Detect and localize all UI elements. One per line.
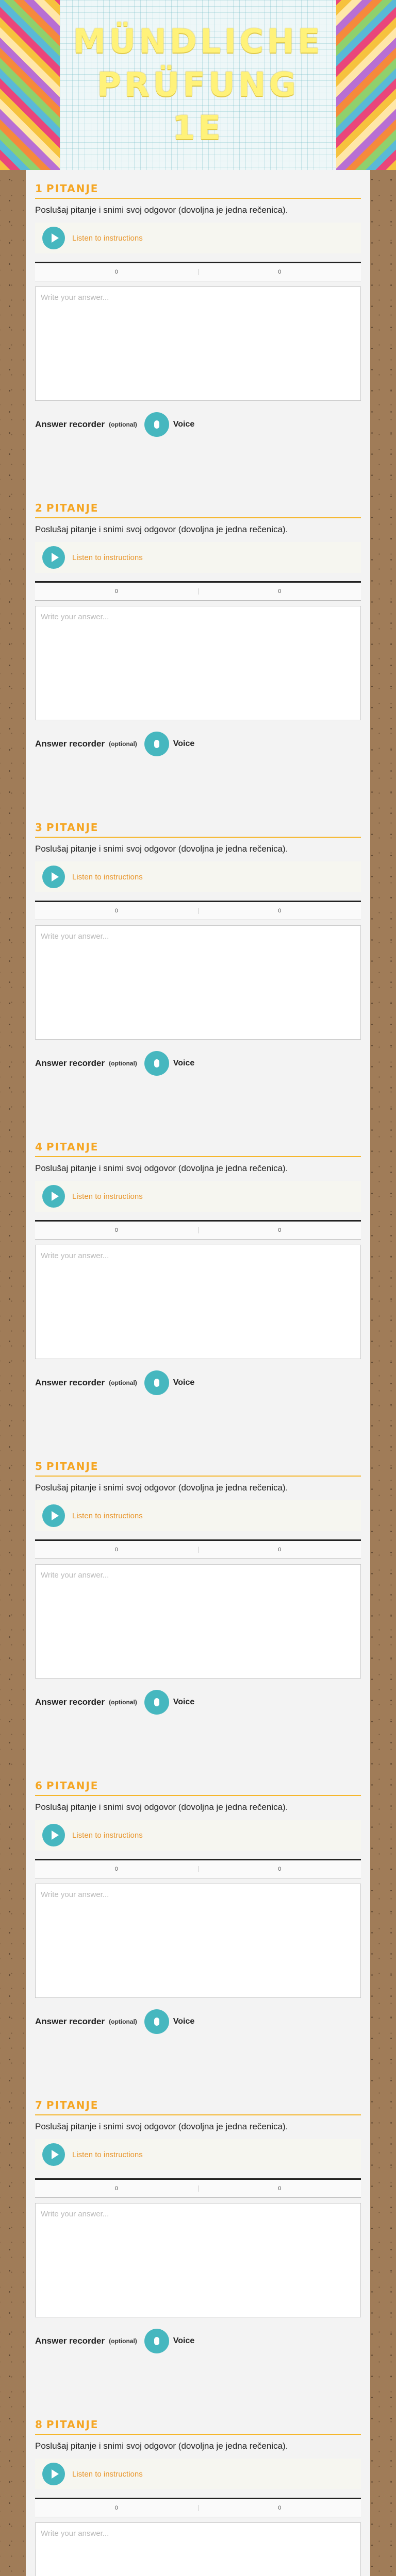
question-heading: PITANJE: [46, 2099, 99, 2111]
recorder-label: Answer recorder: [35, 1378, 105, 1387]
voice-label[interactable]: Voice: [173, 420, 195, 429]
question-instruction: Poslušaj pitanje i snimi svoj odgovor (dovoljna je jedna rečenica).: [35, 1483, 288, 1493]
voice-label[interactable]: Voice: [173, 739, 195, 748]
audio-player[interactable]: [35, 1220, 361, 1240]
question-instruction: Poslušaj pitanje i snimi svoj odgovor (dovoljna je jedna rečenica).: [35, 844, 288, 854]
answer-textarea[interactable]: [35, 925, 361, 1040]
recorder-optional: (optional): [109, 1699, 137, 1706]
answer-textarea[interactable]: [35, 1564, 361, 1679]
question-heading: PITANJE: [46, 2418, 99, 2431]
question-header: [35, 502, 361, 518]
audio-player[interactable]: [35, 581, 361, 601]
recorder-label: Answer recorder: [35, 2016, 105, 2026]
question-heading: PITANJE: [46, 182, 99, 195]
answer-textarea[interactable]: [35, 1884, 361, 1998]
answer-recorder: [35, 2329, 361, 2353]
question-number: 5: [35, 1460, 42, 1472]
listen-instructions[interactable]: [35, 1500, 361, 1531]
answer-recorder: [35, 732, 361, 756]
question-block: [35, 500, 361, 809]
recorder-optional: (optional): [109, 421, 137, 428]
player-current: 0: [35, 908, 199, 914]
microphone-icon[interactable]: [144, 732, 169, 756]
player-total: 0: [278, 588, 282, 595]
page-header: [60, 0, 336, 170]
question-header: [35, 821, 361, 838]
question-heading: PITANJE: [46, 1141, 99, 1153]
question-block: [35, 1777, 361, 2087]
microphone-icon[interactable]: [144, 2009, 169, 2034]
listen-label[interactable]: Listen to instructions: [72, 233, 143, 243]
recorder-label: Answer recorder: [35, 739, 105, 749]
player-total: 0: [278, 908, 282, 914]
question-header: [35, 2418, 361, 2435]
play-icon[interactable]: [42, 866, 65, 888]
recorder-optional: (optional): [109, 2337, 137, 2345]
recorder-optional: (optional): [109, 2018, 137, 2025]
listen-instructions[interactable]: [35, 2459, 361, 2489]
player-current: 0: [35, 269, 199, 275]
voice-label[interactable]: Voice: [173, 2017, 195, 2026]
question-header: [35, 1780, 361, 1796]
page-title: MÜNDLICHE PRÜFUNG 1E: [73, 23, 323, 147]
player-current: 0: [35, 1547, 199, 1553]
question-block: [35, 819, 361, 1128]
answer-textarea[interactable]: [35, 1245, 361, 1359]
question-block: [35, 2097, 361, 2406]
question-header: [35, 1460, 361, 1477]
recorder-label: Answer recorder: [35, 1058, 105, 1068]
listen-label[interactable]: Listen to instructions: [72, 1192, 143, 1201]
question-number: 2: [35, 502, 42, 514]
answer-recorder: [35, 1690, 361, 1715]
answer-recorder: [35, 1051, 361, 1076]
listen-label[interactable]: Listen to instructions: [72, 2150, 143, 2159]
play-icon[interactable]: [42, 546, 65, 569]
microphone-icon[interactable]: [144, 412, 169, 437]
question-heading: PITANJE: [46, 1460, 99, 1472]
question-heading: PITANJE: [46, 821, 99, 834]
listen-label[interactable]: Listen to instructions: [72, 553, 143, 562]
player-total: 0: [278, 2505, 282, 2511]
microphone-icon[interactable]: [144, 2329, 169, 2353]
answer-textarea[interactable]: [35, 2522, 361, 2576]
listen-instructions[interactable]: [35, 1181, 361, 1212]
answer-textarea[interactable]: [35, 286, 361, 401]
question-heading: PITANJE: [46, 1780, 99, 1792]
listen-instructions[interactable]: [35, 2139, 361, 2170]
question-instruction: Poslušaj pitanje i snimi svoj odgovor (dovoljna je jedna rečenica).: [35, 524, 288, 534]
question-instruction: Poslušaj pitanje i snimi svoj odgovor (dovoljna je jedna rečenica).: [35, 1802, 288, 1812]
voice-label[interactable]: Voice: [173, 1378, 195, 1387]
question-number: 6: [35, 1780, 42, 1792]
player-current: 0: [35, 588, 199, 595]
audio-player[interactable]: [35, 262, 361, 281]
answer-recorder: [35, 1370, 361, 1395]
listen-instructions[interactable]: [35, 223, 361, 253]
audio-player[interactable]: [35, 2498, 361, 2517]
question-number: 8: [35, 2418, 42, 2431]
player-total: 0: [278, 1547, 282, 1553]
audio-player[interactable]: [35, 2178, 361, 2198]
listen-instructions[interactable]: [35, 861, 361, 892]
audio-player[interactable]: [35, 1859, 361, 1878]
play-icon[interactable]: [42, 2143, 65, 2166]
question-block: [35, 2416, 361, 2576]
player-current: 0: [35, 2185, 199, 2192]
player-current: 0: [35, 2505, 199, 2511]
question-number: 7: [35, 2099, 42, 2111]
voice-label[interactable]: Voice: [173, 1059, 195, 1067]
audio-player[interactable]: [35, 901, 361, 920]
player-current: 0: [35, 1866, 199, 1872]
question-header: [35, 2099, 361, 2115]
answer-textarea[interactable]: [35, 2203, 361, 2317]
question-block: [35, 180, 361, 489]
question-header: [35, 182, 361, 199]
listen-instructions[interactable]: [35, 1820, 361, 1851]
decorative-zigzag-left: [0, 0, 60, 170]
player-total: 0: [278, 2185, 282, 2192]
question-instruction: Poslušaj pitanje i snimi svoj odgovor (dovoljna je jedna rečenica).: [35, 2441, 288, 2451]
listen-label[interactable]: Listen to instructions: [72, 1511, 143, 1520]
question-number: 1: [35, 182, 42, 195]
play-icon[interactable]: [42, 1504, 65, 1527]
recorder-label: Answer recorder: [35, 1697, 105, 1707]
player-total: 0: [278, 1227, 282, 1233]
recorder-optional: (optional): [109, 1379, 137, 1386]
recorder-optional: (optional): [109, 1060, 137, 1067]
listen-label[interactable]: Listen to instructions: [72, 2469, 143, 2479]
decorative-zigzag-right: [336, 0, 396, 170]
question-instruction: Poslušaj pitanje i snimi svoj odgovor (dovoljna je jedna rečenica).: [35, 2122, 288, 2131]
microphone-icon[interactable]: [144, 1051, 169, 1076]
answer-recorder: [35, 412, 361, 437]
listen-label[interactable]: Listen to instructions: [72, 872, 143, 882]
voice-label[interactable]: Voice: [173, 1698, 195, 1706]
voice-label[interactable]: Voice: [173, 2336, 195, 2345]
microphone-icon[interactable]: [144, 1690, 169, 1715]
player-current: 0: [35, 1227, 199, 1233]
player-total: 0: [278, 269, 282, 275]
play-icon[interactable]: [42, 227, 65, 249]
question-heading: PITANJE: [46, 502, 99, 514]
play-icon[interactable]: [42, 2463, 65, 2485]
answer-recorder: [35, 2009, 361, 2034]
answer-textarea[interactable]: [35, 606, 361, 720]
question-instruction: Poslušaj pitanje i snimi svoj odgovor (dovoljna je jedna rečenica).: [35, 1163, 288, 1173]
worksheet: [26, 170, 370, 2576]
microphone-icon[interactable]: [144, 1370, 169, 1395]
recorder-optional: (optional): [109, 740, 137, 748]
question-number: 4: [35, 1141, 42, 1153]
recorder-label: Answer recorder: [35, 419, 105, 429]
question-block: [35, 1139, 361, 1448]
player-total: 0: [278, 1866, 282, 1872]
play-icon[interactable]: [42, 1185, 65, 1208]
play-icon[interactable]: [42, 1824, 65, 1846]
recorder-label: Answer recorder: [35, 2336, 105, 2346]
listen-instructions[interactable]: [35, 542, 361, 573]
question-block: [35, 1458, 361, 1767]
question-number: 3: [35, 821, 42, 834]
question-header: [35, 1141, 361, 1157]
audio-player[interactable]: [35, 1539, 361, 1559]
listen-label[interactable]: Listen to instructions: [72, 1831, 143, 1840]
question-instruction: Poslušaj pitanje i snimi svoj odgovor (dovoljna je jedna rečenica).: [35, 205, 288, 215]
